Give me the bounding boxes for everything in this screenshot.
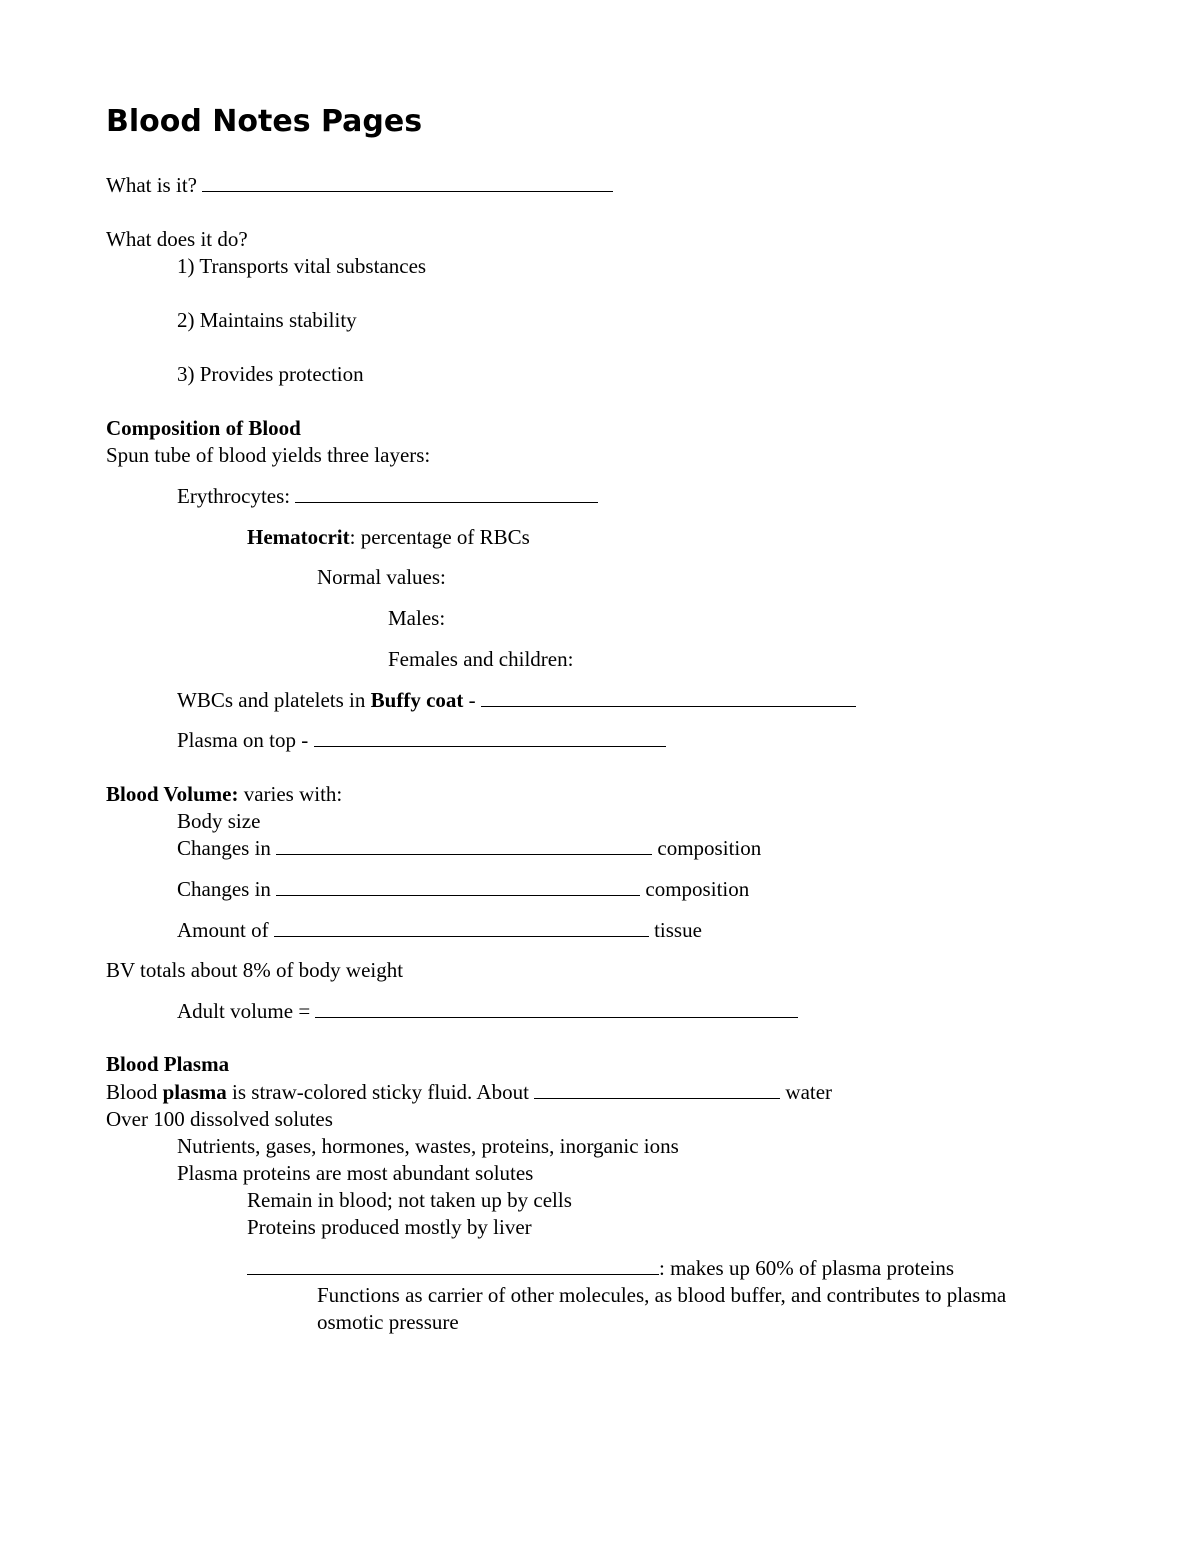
plasma-top-blank — [314, 728, 666, 747]
hematocrit-term: Hematocrit — [247, 525, 350, 549]
solutes-text: Over 100 dissolved solutes — [106, 1107, 333, 1131]
tissue-label: tissue — [654, 918, 702, 942]
changes-in-blank-1 — [276, 836, 652, 855]
bv-totals-text: BV totals about 8% of body weight — [106, 958, 404, 982]
what-does-it-do-label: What does it do? — [106, 227, 248, 251]
plasma-description-line — [106, 1079, 832, 1106]
body-size-text: Body size — [177, 809, 261, 833]
changes-in-line-2 — [177, 876, 749, 903]
amount-of-blank — [274, 918, 649, 937]
functions-text-2: osmotic pressure — [317, 1310, 459, 1334]
females-label: Females and children: — [388, 647, 574, 671]
buffy-coat-line — [177, 687, 856, 714]
albumin-blank — [247, 1256, 659, 1275]
composition-label-1: composition — [657, 836, 762, 860]
plasma-top-label: Plasma on top - — [177, 728, 309, 752]
adult-volume-label: Adult volume = — [177, 999, 311, 1023]
what-is-it-line — [106, 172, 613, 199]
makes-up-text: : makes up 60% of plasma proteins — [659, 1256, 955, 1280]
hematocrit-definition: : percentage of RBCs — [349, 525, 530, 549]
plasma-term: plasma — [162, 1080, 227, 1104]
spun-tube-text: Spun tube of blood yields three layers: — [106, 443, 431, 467]
normal-values-label: Normal values: — [317, 565, 446, 589]
plasma-line-middle: is straw-colored sticky fluid. About — [226, 1080, 529, 1104]
changes-in-line-1 — [177, 835, 761, 862]
wbc-suffix: - — [463, 688, 476, 712]
plasma-top-line — [177, 727, 666, 754]
erythrocytes-line — [177, 483, 598, 510]
water-label: water — [785, 1080, 833, 1104]
composition-heading: Composition of Blood — [106, 416, 301, 440]
plasma-water-blank — [534, 1080, 780, 1099]
function-item-2: 2) Maintains stability — [177, 308, 357, 332]
adult-volume-blank — [315, 999, 798, 1018]
hematocrit-line — [247, 524, 530, 551]
amount-of-line — [177, 917, 702, 944]
varies-with-text: varies with: — [238, 782, 343, 806]
composition-label-2: composition — [645, 877, 750, 901]
page-title: Blood Notes Pages — [106, 104, 423, 139]
remain-text: Remain in blood; not taken up by cells — [247, 1188, 572, 1212]
adult-volume-line — [177, 998, 798, 1025]
changes-in-label-1: Changes in — [177, 836, 271, 860]
changes-in-label-2: Changes in — [177, 877, 271, 901]
function-item-1: 1) Transports vital substances — [177, 254, 427, 278]
albumin-line — [247, 1255, 954, 1282]
plasma-proteins-text: Plasma proteins are most abundant solutes — [177, 1161, 534, 1185]
amount-of-label: Amount of — [177, 918, 269, 942]
blood-plasma-heading: Blood Plasma — [106, 1052, 230, 1076]
plasma-line-start: Blood — [106, 1080, 163, 1104]
buffy-coat-term: Buffy coat — [370, 688, 464, 712]
nutrients-text: Nutrients, gases, hormones, wastes, proteins, inorganic ions — [177, 1134, 679, 1158]
erythrocytes-blank — [295, 484, 598, 503]
erythrocytes-label: Erythrocytes: — [177, 484, 291, 508]
buffy-coat-blank — [481, 688, 856, 707]
what-is-it-blank — [202, 173, 613, 192]
what-is-it-label: What is it? — [106, 173, 197, 197]
blood-volume-line — [106, 781, 342, 808]
wbc-prefix: WBCs and platelets in — [177, 688, 371, 712]
blood-volume-heading: Blood Volume: — [106, 782, 239, 806]
functions-text-1: Functions as carrier of other molecules, as blood buffer, and contributes to plasma — [317, 1283, 1007, 1307]
males-label: Males: — [388, 606, 446, 630]
produced-text: Proteins produced mostly by liver — [247, 1215, 532, 1239]
function-item-3: 3) Provides protection — [177, 362, 364, 386]
changes-in-blank-2 — [276, 877, 640, 896]
